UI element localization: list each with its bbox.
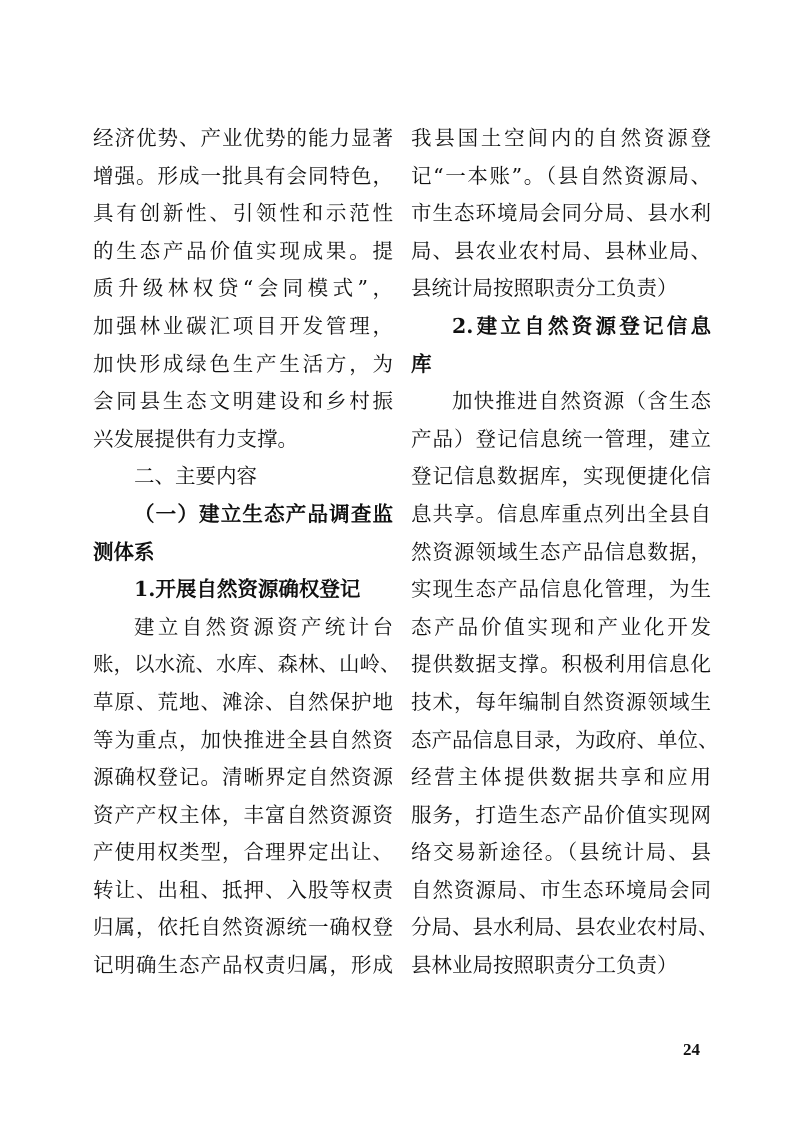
right-text-column xyxy=(411,120,719,985)
text-line: 加快推进自然资源（含生态 xyxy=(452,389,711,414)
text-line: 账，以水流、水库、森林、山岭、 xyxy=(93,652,401,677)
text-line: 分局、县水利局、县农业农村局、 xyxy=(411,915,719,940)
text-line: 产使用权类型，合理界定出让、 xyxy=(93,840,393,865)
text-line: 兴发展提供有力支撑。 xyxy=(93,426,298,451)
text-line: 归属，依托自然资源统一确权登 xyxy=(93,915,393,940)
text-line: 会同县生态文明建设和乡村振 xyxy=(93,389,393,414)
left-text-column xyxy=(93,120,401,985)
text-line: 的生态产品价值实现成果。提 xyxy=(93,238,393,263)
section-heading-line: 库 xyxy=(411,351,432,376)
section-heading-line: 测体系 xyxy=(93,539,155,564)
section-heading-line: 2.建立自然资源登记信息 xyxy=(452,313,711,338)
text-line: 记明确生态产品权责归属，形成 xyxy=(93,953,393,978)
text-line: 登记信息数据库，实现便捷化信 xyxy=(411,464,711,489)
text-line: 络交易新途径。（县统计局、县 xyxy=(411,840,711,865)
text-line: 建立自然资源资产统计台 xyxy=(134,614,393,639)
text-line: 技术，每年编制自然资源领域生 xyxy=(411,689,711,714)
text-line: 增强。形成一批具有会同特色， xyxy=(93,163,393,188)
page-number: 24 xyxy=(683,1040,700,1059)
text-line: 质升级林权贷“会同模式”， xyxy=(93,276,393,301)
text-line: 然资源领域生态产品信息数据， xyxy=(411,539,711,564)
text-line: 转让、出租、抵押、入股等权责 xyxy=(93,877,393,902)
text-line: 加强林业碳汇项目开发管理， xyxy=(93,313,393,338)
text-line: 县统计局按照职责分工负责） xyxy=(411,276,678,301)
text-line: 市生态环境局会同分局、县水利 xyxy=(411,201,711,226)
text-line: 加快形成绿色生产生活方，为 xyxy=(93,351,393,376)
text-line: 我县国土空间内的自然资源登 xyxy=(411,126,711,150)
text-line: 经营主体提供数据共享和应用 xyxy=(411,765,711,790)
text-line: 资产产权主体，丰富自然资源资 xyxy=(93,802,393,827)
text-line: 态产品信息目录，为政府、单位、 xyxy=(411,727,719,752)
text-line: 具有创新性、引领性和示范性 xyxy=(93,201,393,226)
text-line: 服务，打造生态产品价值实现网 xyxy=(411,802,711,827)
text-line: 二、主要内容 xyxy=(134,464,257,489)
text-line: 息共享。信息库重点列出全县自 xyxy=(411,501,711,526)
text-line: 等为重点，加快推进全县自然资 xyxy=(93,727,393,752)
text-line: 县林业局按照职责分工负责） xyxy=(411,953,678,978)
text-line: 记“一本账”。（县自然资源局、 xyxy=(411,163,711,188)
section-heading-line: （一）建立生态产品调查监 xyxy=(134,501,393,526)
text-line: 自然资源局、市生态环境局会同 xyxy=(411,877,711,902)
text-line: 经济优势、产业优势的能力显著 xyxy=(93,126,393,150)
text-line: 态产品价值实现和产业化开发 xyxy=(411,614,711,639)
text-line: 局、县农业农村局、县林业局、 xyxy=(411,238,711,263)
text-line: 实现生态产品信息化管理，为生 xyxy=(411,577,711,602)
section-heading-line: 1.开展自然资源确权登记 xyxy=(134,577,361,602)
text-line: 提供数据支撑。积极利用信息化 xyxy=(411,652,711,677)
text-line: 草原、荒地、滩涂、自然保护地 xyxy=(93,689,393,714)
text-line: 源确权登记。清晰界定自然资源 xyxy=(93,765,393,790)
text-line: 产品）登记信息统一管理，建立 xyxy=(411,426,711,451)
